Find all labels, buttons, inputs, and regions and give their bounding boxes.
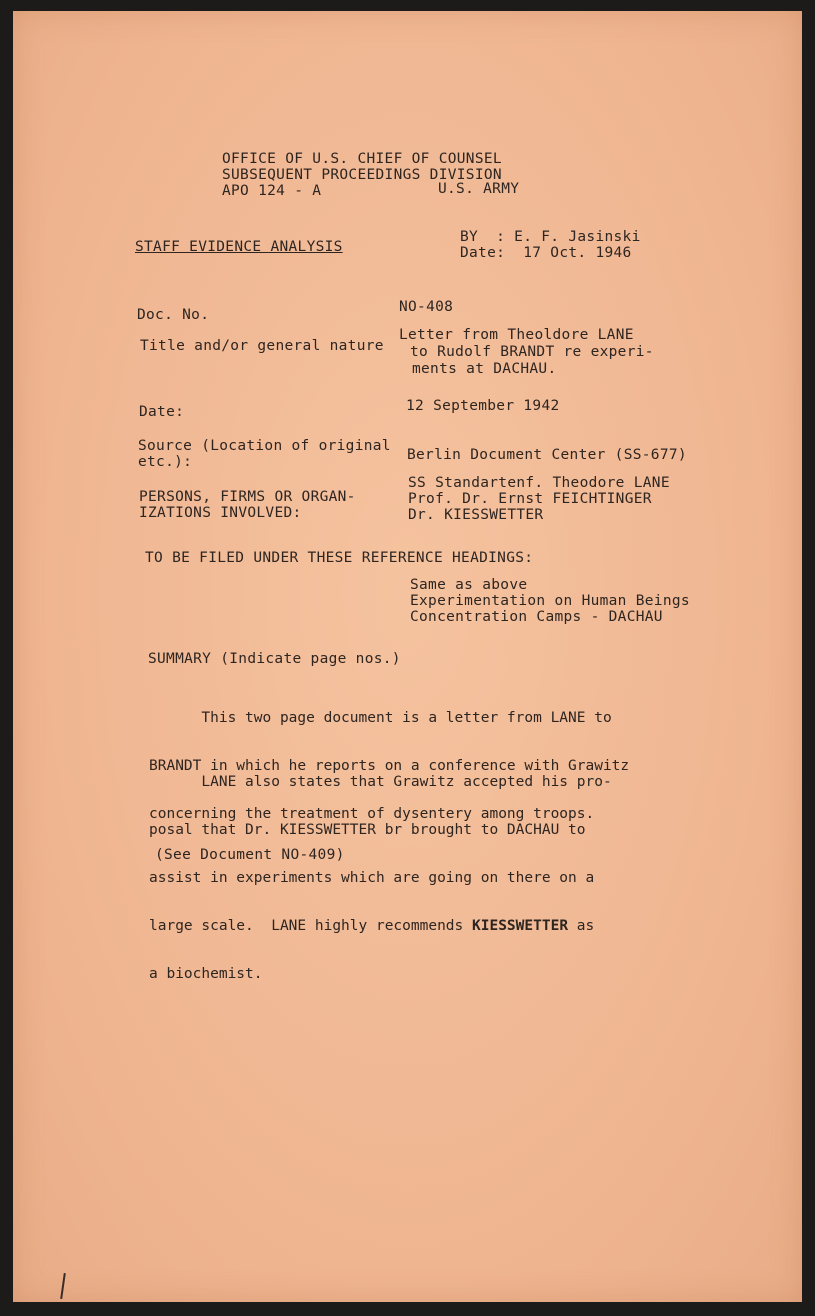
reference-item-2: Experimentation on Human Beings bbox=[410, 593, 690, 609]
summary-para2-line-3: assist in experiments which are going on there on a bbox=[149, 870, 595, 886]
title-value-line-2: to Rudolf BRANDT re experi- bbox=[410, 344, 654, 360]
summary-para2-line-4a: large scale. LANE highly recommends bbox=[149, 918, 473, 934]
title-label: Title and/or general nature bbox=[140, 338, 384, 354]
source-value: Berlin Document Center (SS-677) bbox=[407, 447, 687, 463]
persons-value-line-2: Prof. Dr. Ernst FEICHTINGER bbox=[408, 491, 652, 507]
summary-para2-line-5: a biochemist. bbox=[149, 966, 263, 982]
doc-number-label: Doc. No. bbox=[137, 307, 210, 323]
document-page bbox=[13, 11, 802, 1302]
summary-para2-line-4b: as bbox=[568, 918, 595, 934]
header-apo: APO 124 - A bbox=[222, 183, 322, 199]
ink-mark bbox=[60, 1273, 66, 1299]
summary-para2-line-4-name: KIESSWETTER bbox=[472, 918, 569, 934]
persons-label-line-2: IZATIONS INVOLVED: bbox=[139, 505, 302, 521]
doc-number-value: NO-408 bbox=[399, 299, 454, 315]
summary-para2-line-1: LANE also states that Grawitz accepted his pro- bbox=[149, 774, 612, 790]
reference-item-3: Concentration Camps - DACHAU bbox=[410, 609, 663, 625]
title-value-line-1: Letter from Theoldore LANE bbox=[399, 327, 634, 343]
source-label-line-2: etc.): bbox=[138, 454, 193, 470]
analysis-date: Date: 17 Oct. 1946 bbox=[460, 245, 632, 261]
source-label-line-1: Source (Location of original bbox=[138, 438, 391, 454]
summary-heading: SUMMARY (Indicate page nos.) bbox=[148, 651, 401, 667]
header-division: SUBSEQUENT PROCEEDINGS DIVISION bbox=[222, 167, 502, 183]
summary-paragraph-2 bbox=[149, 742, 612, 1014]
persons-value-line-3: Dr. KIESSWETTER bbox=[408, 507, 544, 523]
see-document-reference: (See Document NO-409) bbox=[155, 847, 345, 863]
summary-para2-line-2: posal that Dr. KIESSWETTER br brought to DACHAU to bbox=[149, 822, 586, 838]
reference-item-1: Same as above bbox=[410, 577, 528, 593]
persons-label-line-1: PERSONS, FIRMS OR ORGAN- bbox=[139, 489, 356, 505]
date-value: 12 September 1942 bbox=[406, 398, 560, 414]
summary-para1-line-1: This two page document is a letter from LANE to bbox=[149, 710, 612, 726]
analysis-title: STAFF EVIDENCE ANALYSIS bbox=[135, 239, 343, 255]
persons-value-line-1: SS Standartenf. Theodore LANE bbox=[408, 475, 670, 491]
summary-para2-line-4 bbox=[149, 918, 612, 934]
summary-para1-line-3: concerning the treatment of dysentery among troops. bbox=[149, 806, 595, 822]
analysis-by: BY : E. F. Jasinski bbox=[460, 229, 641, 245]
title-value-line-3: ments at DACHAU. bbox=[412, 361, 557, 377]
header-army: U.S. ARMY bbox=[438, 181, 520, 197]
date-label: Date: bbox=[139, 404, 185, 420]
header-office: OFFICE OF U.S. CHIEF OF COUNSEL bbox=[222, 151, 502, 167]
reference-heading: TO BE FILED UNDER THESE REFERENCE HEADINGS: bbox=[145, 550, 534, 566]
summary-para1-line-2: BRANDT in which he reports on a conference with Grawitz bbox=[149, 758, 630, 774]
